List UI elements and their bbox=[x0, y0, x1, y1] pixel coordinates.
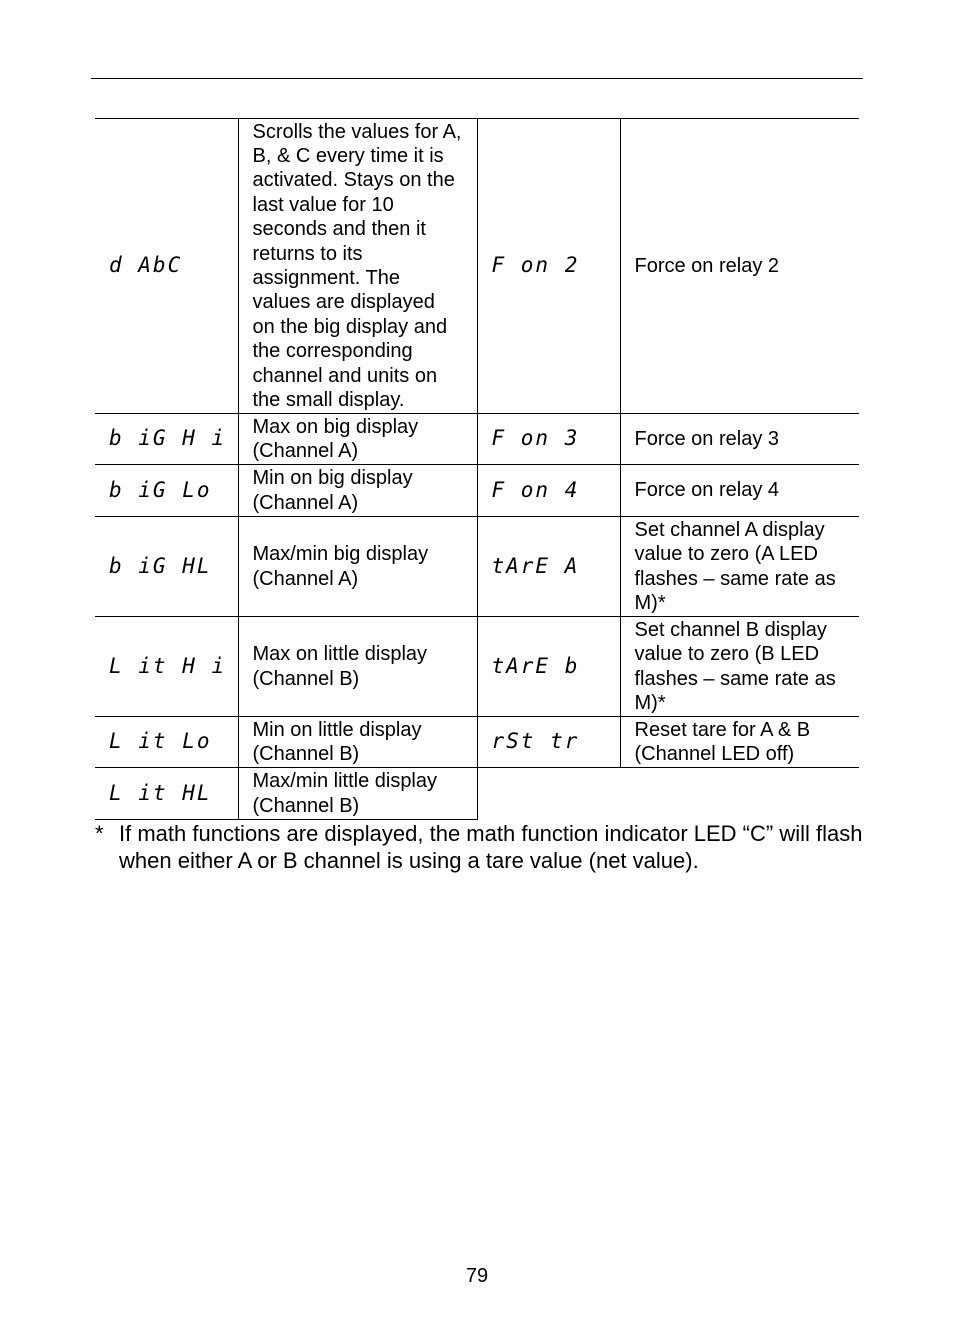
lcd-code-cell bbox=[95, 465, 238, 517]
lcd-code: tArE b bbox=[491, 653, 580, 678]
description-cell: Max on big display (Channel A) bbox=[238, 414, 477, 465]
description-cell: Force on relay 3 bbox=[620, 414, 859, 465]
lcd-code: b iG HL bbox=[109, 553, 212, 578]
lcd-code-cell bbox=[95, 517, 238, 617]
footnote-marker: * bbox=[95, 821, 104, 846]
lcd-code: F on 2 bbox=[491, 253, 580, 278]
description-cell: Max on little display (Channel B) bbox=[238, 617, 477, 717]
lcd-code: b iG Lo bbox=[109, 477, 212, 502]
lcd-code: L it H i bbox=[109, 653, 227, 678]
lcd-code-cell bbox=[477, 517, 620, 617]
table-row bbox=[95, 617, 859, 717]
lcd-code-cell bbox=[95, 119, 238, 414]
description-cell: Force on relay 4 bbox=[620, 465, 859, 517]
description-cell: Max/min little display (Channel B) bbox=[238, 768, 477, 820]
lcd-code-cell bbox=[477, 119, 620, 414]
lcd-code: d AbC bbox=[109, 253, 183, 278]
lcd-code: tArE A bbox=[491, 553, 580, 578]
description-cell: Min on little display (Channel B) bbox=[238, 717, 477, 768]
lcd-code-cell bbox=[477, 465, 620, 517]
table-row bbox=[95, 414, 859, 465]
page-number: 79 bbox=[465, 1265, 489, 1287]
description-cell: Set channel B display value to zero (B LED flashes – same rate as M)* bbox=[620, 617, 859, 717]
lcd-code-cell bbox=[477, 717, 620, 768]
lcd-code-cell bbox=[477, 414, 620, 465]
lcd-code-cell bbox=[95, 414, 238, 465]
description-cell: Force on relay 2 bbox=[620, 119, 859, 414]
table-row bbox=[95, 717, 859, 768]
lcd-code: L it HL bbox=[109, 780, 212, 805]
menu-function-table bbox=[95, 118, 859, 820]
lcd-code-cell bbox=[95, 717, 238, 768]
description-cell: Min on big display (Channel A) bbox=[238, 465, 477, 517]
footnote-text: If math functions are displayed, the math function indicator LED “C” will flash when either A or B channel is using a tare value (net value). bbox=[119, 821, 863, 873]
description-cell: Max/min big display (Channel A) bbox=[238, 517, 477, 617]
empty-cell bbox=[477, 768, 859, 820]
lcd-code: F on 3 bbox=[491, 426, 580, 451]
lcd-code-cell bbox=[95, 768, 238, 820]
lcd-code: b iG H i bbox=[109, 426, 227, 451]
lcd-code: F on 4 bbox=[491, 477, 580, 502]
description-cell: Reset tare for A & B (Channel LED off) bbox=[620, 717, 859, 768]
description-cell: Set channel A display value to zero (A LED flashes – same rate as M)* bbox=[620, 517, 859, 617]
table-row bbox=[95, 517, 859, 617]
lcd-code: L it Lo bbox=[109, 729, 212, 754]
description-cell: Scrolls the values for A, B, & C every time it is activated. Stays on the last value for 10 seconds and then it returns to its assignment. The values are displayed on the big display and the corresponding channel and units on the small display. bbox=[238, 119, 477, 414]
lcd-code: rSt tr bbox=[491, 729, 580, 754]
lcd-code-cell bbox=[477, 617, 620, 717]
header-rule bbox=[91, 78, 863, 79]
lcd-code-cell bbox=[95, 617, 238, 717]
table-row bbox=[95, 768, 859, 820]
table-row bbox=[95, 119, 859, 414]
table-row bbox=[95, 465, 859, 517]
